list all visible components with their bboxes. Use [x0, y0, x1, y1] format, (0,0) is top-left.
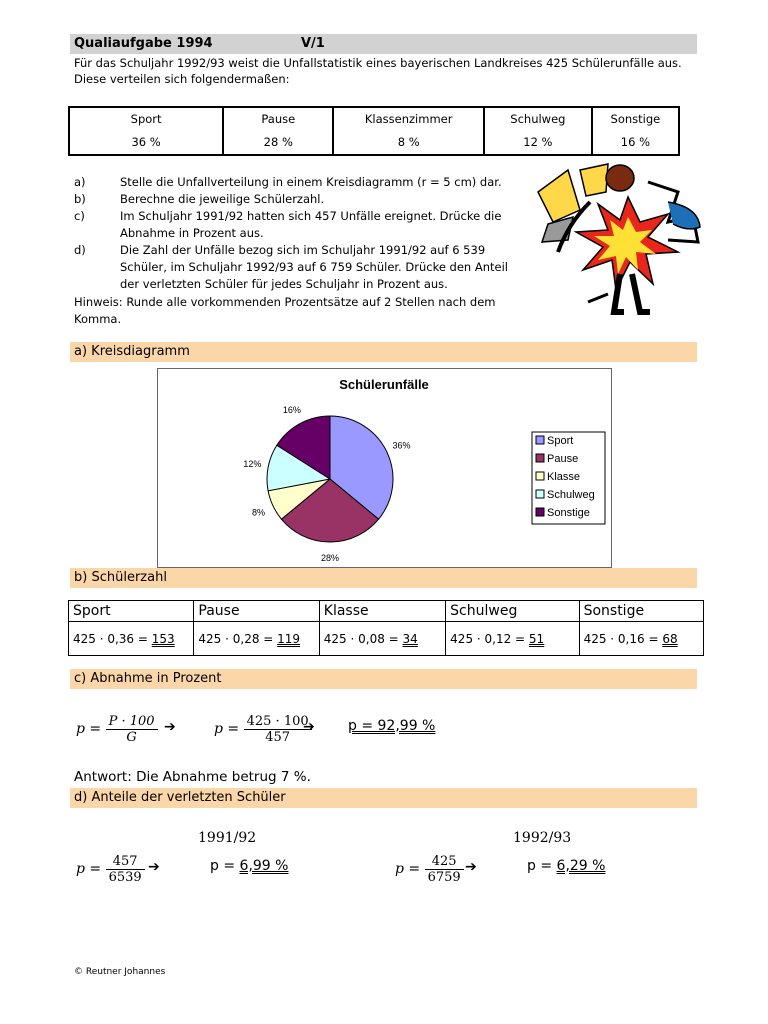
legend-label: Klasse	[547, 471, 581, 483]
task-label: c)	[74, 209, 85, 223]
explosion-clipart	[528, 162, 714, 326]
page-title: Qualiaufgabe 1994	[74, 36, 213, 51]
calc-header: Pause	[194, 601, 319, 622]
chart-title: Schülerunfälle	[339, 377, 429, 392]
task-text: Die Zahl der Unfälle bezog sich im Schuljahr 1991/92 auf 6 539 Schüler, im Schuljahr 1992/93 auf 6 759 Schüler. Drücke den Anteil der verletzten Schüler für jedes Schuljahr in Prozent aus.	[120, 243, 508, 291]
task-text: Im Schuljahr 1991/92 hatten sich 457 Unfälle ereignet. Drücke die Abnahme in Prozent aus.	[120, 209, 502, 240]
legend-swatch	[536, 508, 544, 516]
arrow-icon: ➔	[148, 859, 160, 875]
arrow-icon: ➔	[303, 719, 315, 735]
legend-swatch	[536, 454, 544, 462]
calc-header: Sonstige	[579, 601, 703, 622]
legend-label: Pause	[547, 453, 579, 465]
stats-cell: Klassenzimmer 8 %	[333, 107, 484, 155]
pie-data-label: 16%	[282, 404, 301, 415]
pie-data-label: 8%	[252, 507, 266, 518]
pie-chart	[158, 369, 611, 567]
calc-header: Sport	[69, 601, 194, 622]
stats-table	[68, 106, 680, 156]
calc-cell: 425 · 0,16 = 68	[579, 622, 703, 656]
arrow-icon: ➔	[164, 719, 176, 735]
pie-data-label: 12%	[243, 459, 262, 470]
stats-cell: Schulweg 12 %	[484, 107, 592, 155]
calc-header: Schulweg	[446, 601, 579, 622]
legend-label: Sonstige	[547, 507, 590, 519]
result-1992: p = 6,29 %	[527, 858, 606, 874]
year-label: 1992/93	[513, 830, 572, 846]
intro-text: Für das Schuljahr 1992/93 weist die Unfallstatistik eines bayerischen Landkreises 425 Schülerunfälle aus. Diese verteilen sich folgendermaßen:	[74, 56, 682, 86]
stats-cell: Pause 28 %	[223, 107, 333, 155]
abnahme-result: p = 92,99 %	[348, 718, 436, 734]
calc-cell: 425 · 0,08 = 34	[319, 622, 445, 656]
arrow-icon: ➔	[465, 859, 477, 875]
hint-text: Hinweis: Runde alle vorkommenden Prozentsätze auf 2 Stellen nach dem Komma.	[74, 295, 496, 326]
calc-header: Klasse	[319, 601, 445, 622]
calc-cell: 425 · 0,12 = 51	[446, 622, 579, 656]
calc-cell: 425 · 0,36 = 153	[69, 622, 194, 656]
legend-label: Sport	[547, 435, 574, 447]
task-label: b)	[74, 192, 86, 206]
section-title: d) Anteile der verletzten Schüler	[74, 790, 286, 805]
footer-copyright: © Reutner Johannes	[74, 967, 166, 977]
legend-swatch	[536, 490, 544, 498]
pie-chart-box	[157, 368, 612, 568]
stats-cell: Sonstige 16 %	[592, 107, 679, 155]
calc-cell: 425 · 0,28 = 119	[194, 622, 319, 656]
section-title: c) Abnahme in Prozent	[74, 671, 222, 686]
calc-table	[68, 600, 704, 656]
section-title: a) Kreisdiagramm	[74, 344, 190, 359]
result-1991: p = 6,99 %	[210, 858, 289, 874]
formula-general: p = $\frac{P \cdot 100}{G}$	[76, 708, 158, 750]
task-text: Berechne die jeweilige Schülerzahl.	[120, 192, 325, 206]
formula-values: p = $\frac{425 \cdot 100}{457}$	[214, 708, 312, 750]
section-title: b) Schülerzahl	[74, 570, 167, 585]
task-text: Stelle die Unfallverteilung in einem Kreisdiagramm (r = 5 cm) dar.	[120, 175, 502, 189]
answer-text: Antwort: Die Abnahme betrug 7 %.	[74, 769, 311, 785]
legend-swatch	[536, 436, 544, 444]
task-label: a)	[74, 175, 86, 189]
legend-label: Schulweg	[547, 489, 595, 501]
formula-1992: p = $\frac{425}{6759}$	[395, 848, 464, 890]
task-label: d)	[74, 243, 86, 257]
formula-1991: p = $\frac{457}{6539}$	[76, 848, 145, 890]
year-label: 1991/92	[198, 830, 257, 846]
task-code: V/1	[301, 36, 325, 51]
stats-cell: Sport 36 %	[69, 107, 223, 155]
legend-swatch	[536, 472, 544, 480]
pie-data-label: 36%	[392, 440, 411, 451]
pie-data-label: 28%	[320, 553, 340, 563]
